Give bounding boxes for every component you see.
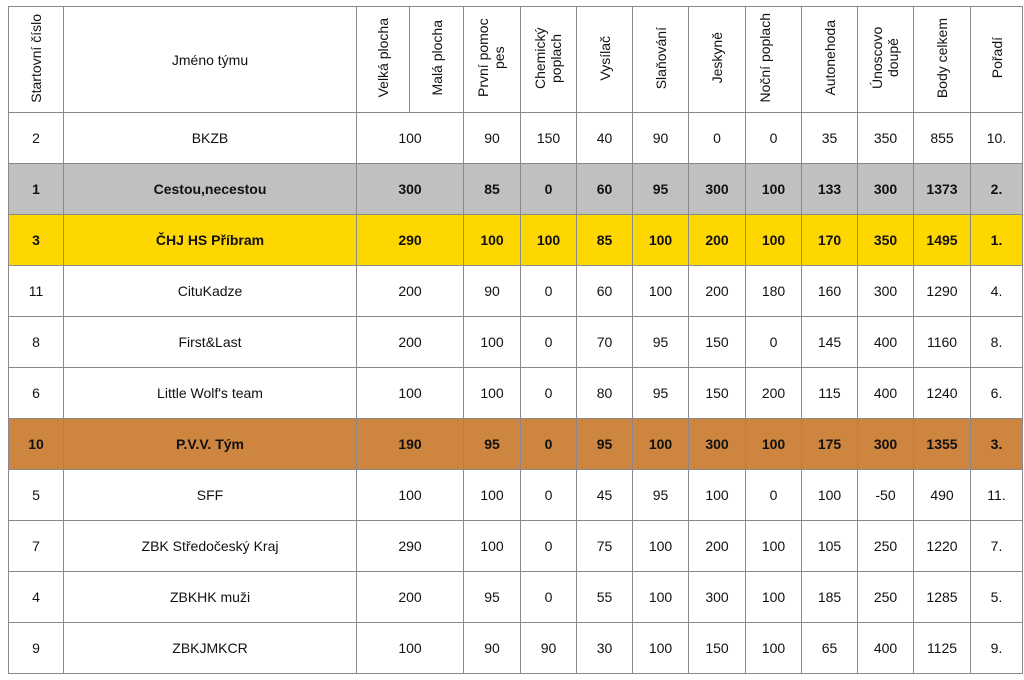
table-row (9, 623, 1023, 674)
cell-team-name: ZBKJMKCR (64, 623, 357, 674)
cell-body-celkem: 1285 (914, 572, 971, 623)
cell-slanovani: 100 (633, 419, 689, 470)
cell-team-name: CituKadze (64, 266, 357, 317)
cell-unoscovo-doupe: -50 (858, 470, 914, 521)
cell-team-name: BKZB (64, 113, 357, 164)
cell-start-number: 9 (9, 623, 64, 674)
cell-autonehoda: 105 (802, 521, 858, 572)
cell-slanovani: 100 (633, 521, 689, 572)
cell-jeskyne: 200 (689, 521, 746, 572)
header-team-name: Jméno týmu (64, 7, 357, 113)
table-row (9, 164, 1023, 215)
cell-prvni-pomoc-pes: 90 (464, 113, 521, 164)
cell-team-name: First&Last (64, 317, 357, 368)
cell-body-celkem: 1373 (914, 164, 971, 215)
cell-slanovani: 100 (633, 266, 689, 317)
cell-autonehoda: 145 (802, 317, 858, 368)
header-mala-plocha: Malá plocha (410, 7, 464, 113)
cell-start-number: 4 (9, 572, 64, 623)
cell-autonehoda: 65 (802, 623, 858, 674)
cell-prvni-pomoc-pes: 90 (464, 623, 521, 674)
cell-chemicky-poplach: 0 (521, 521, 577, 572)
cell-slanovani: 95 (633, 317, 689, 368)
header-vysilac: Vysílač (577, 7, 633, 113)
cell-team-name: Little Wolf's team (64, 368, 357, 419)
cell-start-number: 7 (9, 521, 64, 572)
cell-jeskyne: 300 (689, 572, 746, 623)
cell-jeskyne: 300 (689, 419, 746, 470)
cell-body-celkem: 490 (914, 470, 971, 521)
cell-chemicky-poplach: 0 (521, 266, 577, 317)
cell-unoscovo-doupe: 250 (858, 521, 914, 572)
cell-start-number: 5 (9, 470, 64, 521)
table-row (9, 113, 1023, 164)
cell-slanovani: 95 (633, 164, 689, 215)
cell-body-celkem: 1290 (914, 266, 971, 317)
cell-unoscovo-doupe: 300 (858, 164, 914, 215)
cell-nocni-poplach: 200 (746, 368, 802, 419)
cell-prvni-pomoc-pes: 85 (464, 164, 521, 215)
header-nocni-poplach: Noční poplach (746, 7, 802, 113)
header-prvni-pomoc-pes: První pomoc pes (464, 7, 521, 113)
cell-unoscovo-doupe: 300 (858, 419, 914, 470)
cell-jeskyne: 150 (689, 623, 746, 674)
cell-chemicky-poplach: 0 (521, 164, 577, 215)
cell-start-number: 10 (9, 419, 64, 470)
cell-autonehoda: 175 (802, 419, 858, 470)
cell-body-celkem: 1125 (914, 623, 971, 674)
cell-jeskyne: 150 (689, 317, 746, 368)
cell-team-name: Cestou,necestou (64, 164, 357, 215)
cell-chemicky-poplach: 100 (521, 215, 577, 266)
cell-nocni-poplach: 100 (746, 572, 802, 623)
cell-body-celkem: 1220 (914, 521, 971, 572)
table-body (9, 113, 1023, 674)
cell-poradi: 4. (971, 266, 1023, 317)
cell-vysilac: 80 (577, 368, 633, 419)
cell-unoscovo-doupe: 400 (858, 368, 914, 419)
header-slanovani: Slaňování (633, 7, 689, 113)
cell-body-celkem: 1495 (914, 215, 971, 266)
header-velka-plocha: Velká plocha (357, 7, 410, 113)
cell-vysilac: 45 (577, 470, 633, 521)
table-header (9, 7, 1023, 113)
header-start-number: Startovní číslo (9, 7, 64, 113)
cell-team-name: SFF (64, 470, 357, 521)
cell-nocni-poplach: 100 (746, 521, 802, 572)
cell-start-number: 3 (9, 215, 64, 266)
cell-body-celkem: 855 (914, 113, 971, 164)
cell-nocni-poplach: 100 (746, 215, 802, 266)
header-jeskyne: Jeskyně (689, 7, 746, 113)
cell-chemicky-poplach: 0 (521, 470, 577, 521)
cell-team-name: ZBK Středočeský Kraj (64, 521, 357, 572)
header-autonehoda: Autonehoda (802, 7, 858, 113)
cell-poradi: 8. (971, 317, 1023, 368)
header-poradi: Pořadí (971, 7, 1023, 113)
cell-jeskyne: 300 (689, 164, 746, 215)
cell-slanovani: 95 (633, 470, 689, 521)
cell-nocni-poplach: 100 (746, 623, 802, 674)
cell-team-name: ZBKHK muži (64, 572, 357, 623)
header-chemicky-poplach: Chemický poplach (521, 7, 577, 113)
cell-jeskyne: 0 (689, 113, 746, 164)
cell-start-number: 2 (9, 113, 64, 164)
table-row (9, 521, 1023, 572)
cell-autonehoda: 35 (802, 113, 858, 164)
cell-vysilac: 70 (577, 317, 633, 368)
cell-plocha: 100 (357, 368, 464, 419)
table-row (9, 317, 1023, 368)
cell-prvni-pomoc-pes: 100 (464, 215, 521, 266)
cell-poradi: 10. (971, 113, 1023, 164)
cell-chemicky-poplach: 150 (521, 113, 577, 164)
cell-vysilac: 30 (577, 623, 633, 674)
cell-poradi: 6. (971, 368, 1023, 419)
cell-slanovani: 90 (633, 113, 689, 164)
cell-poradi: 2. (971, 164, 1023, 215)
cell-body-celkem: 1160 (914, 317, 971, 368)
cell-jeskyne: 150 (689, 368, 746, 419)
cell-prvni-pomoc-pes: 95 (464, 572, 521, 623)
cell-unoscovo-doupe: 250 (858, 572, 914, 623)
cell-unoscovo-doupe: 350 (858, 215, 914, 266)
cell-autonehoda: 185 (802, 572, 858, 623)
cell-plocha: 100 (357, 623, 464, 674)
table-row (9, 572, 1023, 623)
cell-nocni-poplach: 100 (746, 164, 802, 215)
cell-plocha: 190 (357, 419, 464, 470)
cell-poradi: 3. (971, 419, 1023, 470)
cell-start-number: 8 (9, 317, 64, 368)
cell-prvni-pomoc-pes: 95 (464, 419, 521, 470)
cell-vysilac: 40 (577, 113, 633, 164)
cell-nocni-poplach: 0 (746, 113, 802, 164)
cell-chemicky-poplach: 90 (521, 623, 577, 674)
cell-nocni-poplach: 0 (746, 317, 802, 368)
cell-nocni-poplach: 100 (746, 419, 802, 470)
cell-poradi: 11. (971, 470, 1023, 521)
cell-autonehoda: 133 (802, 164, 858, 215)
cell-plocha: 200 (357, 317, 464, 368)
cell-slanovani: 100 (633, 572, 689, 623)
cell-unoscovo-doupe: 350 (858, 113, 914, 164)
cell-plocha: 300 (357, 164, 464, 215)
cell-plocha: 100 (357, 470, 464, 521)
cell-chemicky-poplach: 0 (521, 317, 577, 368)
header-body-celkem: Body celkem (914, 7, 971, 113)
cell-slanovani: 100 (633, 623, 689, 674)
cell-prvni-pomoc-pes: 100 (464, 470, 521, 521)
cell-poradi: 1. (971, 215, 1023, 266)
cell-plocha: 200 (357, 572, 464, 623)
cell-autonehoda: 115 (802, 368, 858, 419)
cell-plocha: 100 (357, 113, 464, 164)
cell-prvni-pomoc-pes: 100 (464, 368, 521, 419)
cell-jeskyne: 200 (689, 215, 746, 266)
cell-team-name: ČHJ HS Příbram (64, 215, 357, 266)
cell-autonehoda: 170 (802, 215, 858, 266)
cell-chemicky-poplach: 0 (521, 368, 577, 419)
results-table (8, 6, 1023, 674)
cell-chemicky-poplach: 0 (521, 419, 577, 470)
cell-vysilac: 60 (577, 164, 633, 215)
cell-prvni-pomoc-pes: 90 (464, 266, 521, 317)
table-row (9, 215, 1023, 266)
cell-start-number: 11 (9, 266, 64, 317)
table-row (9, 368, 1023, 419)
table-row (9, 419, 1023, 470)
cell-team-name: P.V.V. Tým (64, 419, 357, 470)
cell-slanovani: 100 (633, 215, 689, 266)
cell-plocha: 290 (357, 215, 464, 266)
cell-vysilac: 85 (577, 215, 633, 266)
cell-poradi: 5. (971, 572, 1023, 623)
header-unoscovo-doupe: Únoscovo doupě (858, 7, 914, 113)
cell-prvni-pomoc-pes: 100 (464, 317, 521, 368)
cell-jeskyne: 100 (689, 470, 746, 521)
cell-body-celkem: 1355 (914, 419, 971, 470)
header-row (9, 7, 1023, 113)
cell-start-number: 1 (9, 164, 64, 215)
cell-chemicky-poplach: 0 (521, 572, 577, 623)
cell-plocha: 290 (357, 521, 464, 572)
cell-vysilac: 55 (577, 572, 633, 623)
cell-plocha: 200 (357, 266, 464, 317)
cell-vysilac: 95 (577, 419, 633, 470)
cell-autonehoda: 100 (802, 470, 858, 521)
cell-poradi: 9. (971, 623, 1023, 674)
table-row (9, 266, 1023, 317)
cell-unoscovo-doupe: 400 (858, 623, 914, 674)
cell-nocni-poplach: 0 (746, 470, 802, 521)
cell-body-celkem: 1240 (914, 368, 971, 419)
cell-slanovani: 95 (633, 368, 689, 419)
cell-vysilac: 60 (577, 266, 633, 317)
cell-vysilac: 75 (577, 521, 633, 572)
cell-autonehoda: 160 (802, 266, 858, 317)
cell-jeskyne: 200 (689, 266, 746, 317)
cell-unoscovo-doupe: 400 (858, 317, 914, 368)
cell-prvni-pomoc-pes: 100 (464, 521, 521, 572)
cell-unoscovo-doupe: 300 (858, 266, 914, 317)
cell-start-number: 6 (9, 368, 64, 419)
cell-nocni-poplach: 180 (746, 266, 802, 317)
cell-poradi: 7. (971, 521, 1023, 572)
table-row (9, 470, 1023, 521)
